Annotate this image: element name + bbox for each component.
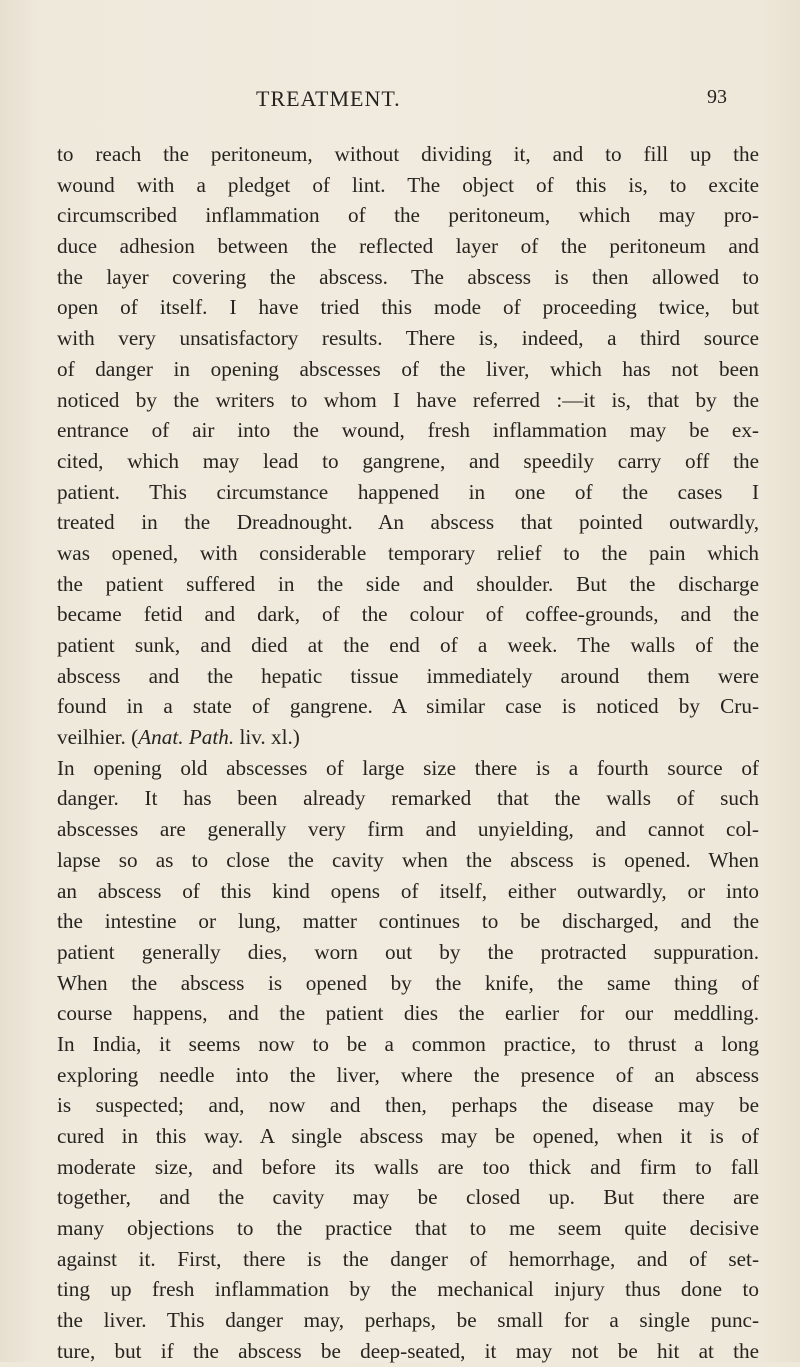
text-line: circumscribed inflammation of the peritoneum, which may pro-	[57, 203, 759, 228]
text-line: was opened, with considerable temporary relief to the pain which	[57, 540, 759, 565]
running-head	[0, 86, 800, 120]
text-line: to reach the peritoneum, without dividing it, and to fill up the	[57, 142, 759, 166]
text-line: ture, but if the abscess be deep-seated, it may not be hit at the	[57, 1338, 759, 1363]
text-line: abscesses are generally very firm and unyielding, and cannot col-	[57, 817, 759, 842]
text-line: When the abscess is opened by the knife, the same thing of	[57, 970, 759, 995]
text-line: many objections to the practice that to me seem quite decisive	[57, 1216, 759, 1241]
text-line: In India, it seems now to be a common practice, to thrust a long	[57, 1031, 759, 1056]
citation-before: veilhier. (	[57, 725, 139, 750]
text-line: duce adhesion between the reflected layer of the peritoneum and	[57, 234, 759, 259]
text-line: abscess and the hepatic tissue immediately around them were	[57, 663, 759, 688]
text-line: noticed by the writers to whom I have referred :—it is, that by the	[57, 387, 759, 412]
citation-after: liv. xl.)	[234, 725, 300, 750]
text-line: treated in the Dreadnought. An abscess that pointed outwardly,	[57, 510, 759, 535]
text-line: exploring needle into the liver, where the presence of an abscess	[57, 1062, 759, 1087]
text-line: wound with a pledget of lint. The object of this is, to excite	[57, 172, 759, 197]
citation-line	[57, 722, 759, 753]
text-line: entrance of air into the wound, fresh inflammation may be ex-	[57, 418, 759, 443]
citation-italic: Anat. Path.	[138, 725, 235, 750]
text-line: danger. It has been already remarked that the walls of such	[57, 786, 759, 811]
text-line: found in a state of gangrene. A similar case is noticed by Cru-	[57, 694, 759, 719]
text-line: lapse so as to close the cavity when the abscess is opened. When	[57, 847, 759, 872]
text-line: patient sunk, and died at the end of a week. The walls of the	[57, 633, 759, 657]
text-line: course happens, and the patient dies the earlier for our meddling.	[57, 1001, 759, 1026]
text-line: the intestine or lung, matter continues to be discharged, and the	[57, 909, 759, 934]
text-line: the layer covering the abscess. The abscess is then allowed to	[57, 264, 759, 289]
text-line: became fetid and dark, of the colour of coffee-grounds, and the	[57, 602, 759, 627]
text-line: is suspected; and, now and then, perhaps the disease may be	[57, 1093, 759, 1118]
running-head-title: TREATMENT.	[256, 86, 401, 111]
text-line: together, and the cavity may be closed up. But there are	[57, 1185, 759, 1210]
text-line: the patient suffered in the side and shoulder. But the discharge	[57, 571, 759, 596]
text-line: the liver. This danger may, perhaps, be small for a single punc-	[57, 1308, 759, 1333]
text-line: ting up fresh inflammation by the mechanical injury thus done to	[57, 1277, 759, 1302]
text-line: In opening old abscesses of large size there is a fourth source of	[57, 755, 759, 780]
text-line: patient. This circumstance happened in one of the cases I	[57, 479, 759, 504]
text-line: of danger in opening abscesses of the liver, which has not been	[57, 356, 759, 381]
page-number: 93	[707, 86, 727, 108]
text-line: cited, which may lead to gangrene, and speedily carry off the	[57, 448, 759, 473]
text-line: with very unsatisfactory results. There is, indeed, a third source	[57, 326, 759, 351]
body-text	[57, 139, 759, 1367]
text-line: open of itself. I have tried this mode of proceeding twice, but	[57, 295, 759, 320]
text-line: cured in this way. A single abscess may be opened, when it is of	[57, 1124, 759, 1148]
text-line: against it. First, there is the danger of hemorrhage, and of set-	[57, 1246, 759, 1271]
text-line: moderate size, and before its walls are too thick and firm to fall	[57, 1154, 759, 1179]
text-line: an abscess of this kind opens of itself, either outwardly, or into	[57, 878, 759, 903]
text-line: patient generally dies, worn out by the protracted suppuration.	[57, 939, 759, 964]
